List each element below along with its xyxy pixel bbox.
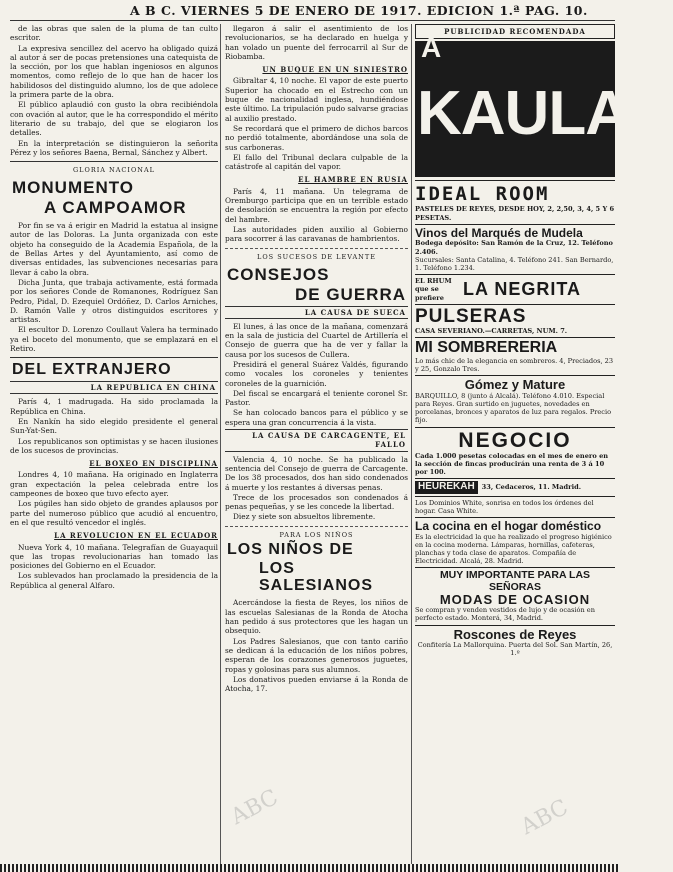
subhead-sueca: LA CAUSA DE SUECA [225, 306, 408, 319]
divider [10, 357, 218, 358]
abc-watermark: ABC [517, 794, 573, 841]
heurekah-text: 33, Cedaceros, 11. Madrid. [481, 483, 581, 492]
kicker-gloria: GLORIA NACIONAL [72, 166, 155, 175]
article-paragraph: Londres 4, 10 mañana. Ha originado en Inglaterra gran expectación la pelea celebrada entre los campeones de boxeo que tuvo efecto ayer. [10, 470, 218, 499]
article-paragraph: Trece de los procesados son condenados á penas pequeñas, y se les concede la libertad. [225, 492, 408, 512]
article-paragraph: Los donativos pueden enviarse á la Ronda de Atocha, 17. [225, 674, 408, 694]
article-paragraph: Nueva York 4, 10 mañana. Telegrafían de Guayaquil que las tropas revolucionarias han tomado las posiciones del Gobierno en el Ecuador. [10, 542, 218, 571]
importante-title: MUY IMPORTANTE PARA LAS SEÑORAS [439, 569, 591, 593]
article-paragraph: Del fiscal se encargará el teniente coronel Sr. Pastor. [225, 388, 408, 408]
ideal-room-text: PASTELES DE REYES, DESDE HOY, 2, 2,50, 3, 4, 5 Y 6 PESETAS. [415, 205, 615, 222]
sombrereria-text: Lo más chic de la elegancia en sombreros. 4, Preciados, 23 y 25, Gonzalo Tres. [415, 356, 614, 373]
article-paragraph: Se recordará que el primero de dichos barcos no perdió totalmente, abordándose una sola de sus carboneras. [225, 123, 408, 152]
article-paragraph: Los Padres Salesianos, que con tanto cariño se dedican á la educación de los niños pobres, esperan de los corazones generosos juguetes, ropas y golosinas para sus alumnos. [225, 636, 408, 674]
publicidad-title: PUBLICIDAD RECOMENDADA [415, 24, 615, 39]
heurekah-title: HEUREKAH [415, 481, 478, 494]
article-paragraph: Acercándose la fiesta de Reyes, los niños de las escuelas Salesianas de la Ronda de Atocha han pedido á sus protectores que les hagan un obsequio. [225, 598, 408, 636]
subhead-siniestro: UN BUQUE EN UN SINIESTRO [262, 65, 408, 75]
subhead-hambre: EL HAMBRE EN RUSIA [298, 175, 408, 185]
ad-heurekah [415, 478, 615, 496]
article-paragraph: Los republicanos son optimistas y se hacen ilusiones de los sucesos de provincias. [10, 436, 218, 455]
article-paragraph: En la interpretación se distinguieron la señorita Pérez y los señores Baena, Bernal, Sánchez y Albert. [10, 138, 218, 157]
gomez-text: BARQUILLO, 8 (junto á Alcalá). Teléfono 4.010. Especial para Reyes. Gran surtido en juguetes, novedades en porcelanas, bronces y aparatos de luz para regalos. Precio fijo. [415, 391, 612, 425]
white-text: Los Dominios White, sonrisa en todos los órdenes del hogar. Casa White. [415, 498, 594, 515]
kaulak-a: A [421, 32, 442, 64]
column-divider [220, 24, 221, 864]
ad-sombrereria [415, 337, 615, 375]
article-paragraph: El fallo del Tribunal declara culpable de la catástrofe al capitán del vapor. [225, 152, 408, 172]
ad-ideal-room [415, 180, 615, 223]
article-paragraph: La expresiva sencillez del acervo ha obligado quizá al autor á ser de pocas pretensiones una catequista de la sección, por los que hablan ingeniosos en algunos momentos, como reflejo de lo que han de hacer los habilidosos del distinguido alumno, los de que adolece la primera parte de la obra. [10, 43, 218, 100]
column-1 [10, 24, 218, 864]
article-paragraph: llegaron á salir el asentimiento de los revolucionarios, se ha declarado en huelga y han volado un puente del ferrocarril al Sur de Riobamba. [225, 24, 408, 61]
headline-extranjero: DEL EXTRANJERO [12, 361, 172, 379]
vinos-sucursales: Sucursales: Santa Catalina, 4. Teléfono 241. San Bernardo, 1. Teléfono 1.234. [415, 255, 614, 272]
ad-negrita [415, 274, 615, 304]
article-paragraph: Por fin se va á erigir en Madrid la estatua al insigne autor de las Doloras. La Junta organizada con este objeto ha conseguido de la Academia Española, de la de Bellas Artes y del Ayuntamiento, así como de diversas entidades, las subvenciones necesarias para llevar á cabo la obra. [10, 221, 218, 277]
headline-monumento: MONUMENTO [12, 178, 135, 198]
kicker-sucesos: LOS SUCESOS DE LEVANTE [257, 252, 376, 261]
pulseras-text: CASA SEVERIANO.—CARRETAS, NUM. 7. [415, 326, 568, 335]
headline-campoamor: A CAMPOAMOR [44, 198, 187, 218]
vinos-title: Vinos del Marqués de Mudela [415, 225, 583, 240]
abc-watermark: ABC [227, 784, 283, 831]
gomez-title: Gómez y Mature [464, 377, 566, 393]
vinos-text: Bodega depósito: San Ramón de la Cruz, 12. Teléfono 2.406. [415, 239, 613, 256]
ad-white [415, 496, 615, 517]
article-paragraph: Las autoridades piden auxilio al Gobierno para socorrer á las caravanas de hambrientos. [225, 224, 408, 244]
page-edge-strip [0, 864, 620, 872]
roscones-title: Roscones de Reyes [453, 626, 577, 642]
column-2 [225, 24, 408, 864]
negrita-title: LA NEGRITA [463, 278, 581, 299]
article-paragraph: Gibraltar 4, 10 noche. El vapor de este puerto Superior ha chocado en el Estrecho con un buque de nacionalidad inglesa, hundiéndose este último. La tripulación pudo salvarse gracias al auxilio prestado. [225, 76, 408, 123]
cocina-title: La cocina en el hogar doméstico [415, 519, 602, 534]
kicker-fiesta: PARA LOS NIÑOS [279, 530, 354, 539]
article-paragraph: Los sublevados han proclamado la presidencia de la República al general Alfaro. [10, 571, 218, 590]
negocio-text: Cada 1.000 pesetas colocadas en el mes de enero en la sección de fincas producirán una renta de 3 á 10 por 100. [415, 451, 609, 476]
article-paragraph: En Nankín ha sido elegido presidente el general Sun-Yat-Sen. [10, 416, 218, 436]
article-paragraph: París 4, 1 madrugada. Ha sido proclamada la República en China. [10, 397, 218, 416]
article-paragraph: Dicha Junta, que trabaja activamente, está formada por los señores Conde de Romanones, Rodríguez San Pedro, Pidal, D. Ezequiel Ordóñez, D. Carlos Arniches, D. Ramón Valle y otros distinguidos escritores y artistas. [10, 277, 218, 325]
article-paragraph: de las obras que salen de la pluma de tan culto escritor. [10, 24, 218, 43]
subhead-carcagente: LA CAUSA DE CARCAGENTE, EL FALLO [225, 429, 408, 452]
ideal-room-title: IDEAL ROOM [415, 183, 550, 206]
divider [225, 248, 408, 249]
article-paragraph: El lunes, á las once de la mañana, comenzará en la sala de justicia del Cuartel de Artillería el Consejo de guerra que ha de ver y fallar la causa por los sucesos de Cullera. [225, 321, 408, 359]
article-paragraph: El escultor D. Lorenzo Coullaut Valera ha terminado ya el boceto del monumento, que se emplazará en el Retiro. [10, 325, 218, 353]
article-paragraph: Valencia 4, 10 noche. Se ha publicado la sentencia del Consejo de guerra de Carcagente. De los 38 procesados, dos han sido condenados á muerte y los restantes á diversas penas. [225, 454, 408, 492]
article-paragraph: Diez y siete son absueltos libremente. [233, 512, 376, 522]
negocio-title: NEGOCIO [458, 428, 572, 452]
divider [225, 526, 408, 527]
article-paragraph: Presidirá el general Suárez Valdés, figurando como vocales los coroneles y tenientes coroneles de la guarnición. [225, 360, 408, 388]
page-header: A B C. VIERNES 5 DE ENERO DE 1917. EDICION 1.ª PAG. 10. [130, 3, 588, 18]
headline-guerra: DE GUERRA [295, 284, 407, 304]
column-divider [411, 24, 412, 864]
kaulak-wordmark: KAULAK [417, 79, 673, 149]
ad-gomez [415, 375, 615, 426]
headline-ninos: LOS NIÑOS DE [227, 541, 354, 559]
header-rule [10, 20, 615, 21]
ad-vinos [415, 224, 615, 274]
subhead-china: LA REPUBLICA EN CHINA [10, 381, 218, 394]
pulseras-title: PULSERAS [415, 305, 527, 327]
ad-kaulak [415, 32, 673, 177]
column-3-ads [415, 24, 673, 864]
roscones-text: Confitería La Mallorquina. Puerta del Sol. San Martín, 26, 1.º [417, 641, 613, 658]
ad-modas [415, 567, 615, 624]
sombrereria-title: MI SOMBRERERIA [415, 338, 558, 356]
ad-roscones [415, 625, 615, 660]
modas-title: MODAS DE OCASION [439, 591, 591, 607]
subhead-ecuador: LA REVOLUCION EN EL ECUADOR [54, 531, 218, 541]
article-paragraph: Se han colocado bancos para el público y se espera una gran concurrencia á la vista. [225, 408, 408, 427]
headline-consejos: CONSEJOS [227, 264, 330, 284]
subhead-boxeo: EL BOXEO EN DISCIPLINA [89, 459, 218, 469]
divider [10, 161, 218, 162]
article-paragraph: Los púgiles han sido objeto de grandes aplausos por parte del numeroso público que acudió al encuentro, en el que resultó vencedor el inglés. [10, 499, 218, 527]
headline-salesianos: LOS SALESIANOS [259, 559, 374, 594]
ad-pulseras [415, 304, 615, 337]
article-paragraph: El público aplaudió con gusto la obra recibiéndola con ovación al autor, que le ha correspondido el mérito literario de su trabajo, del que se elogiaron los detalles. [10, 100, 218, 138]
cocina-text: Es la electricidad la que ha realizado el progreso higiénico en la cocina moderna. Lámparas, hornillas, cafeteras, planchas y toda clase de aparatos. Compañía de Electricidad. Alcalá, 28. Madrid. [415, 532, 612, 566]
modas-text: Se compran y venden vestidos de lujo y de ocasión en perfecto estado. Monterá, 34, Madrid. [415, 606, 595, 623]
negrita-pre: EL RHUM que se prefiere [415, 277, 452, 302]
article-paragraph: París 4, 11 mañana. Un telegrama de Oremburgo participa que en un terrible estado de desolación se encuentra la región por efecto del hambre. [225, 186, 408, 224]
ad-negocio [415, 427, 615, 479]
ad-cocina [415, 517, 615, 567]
